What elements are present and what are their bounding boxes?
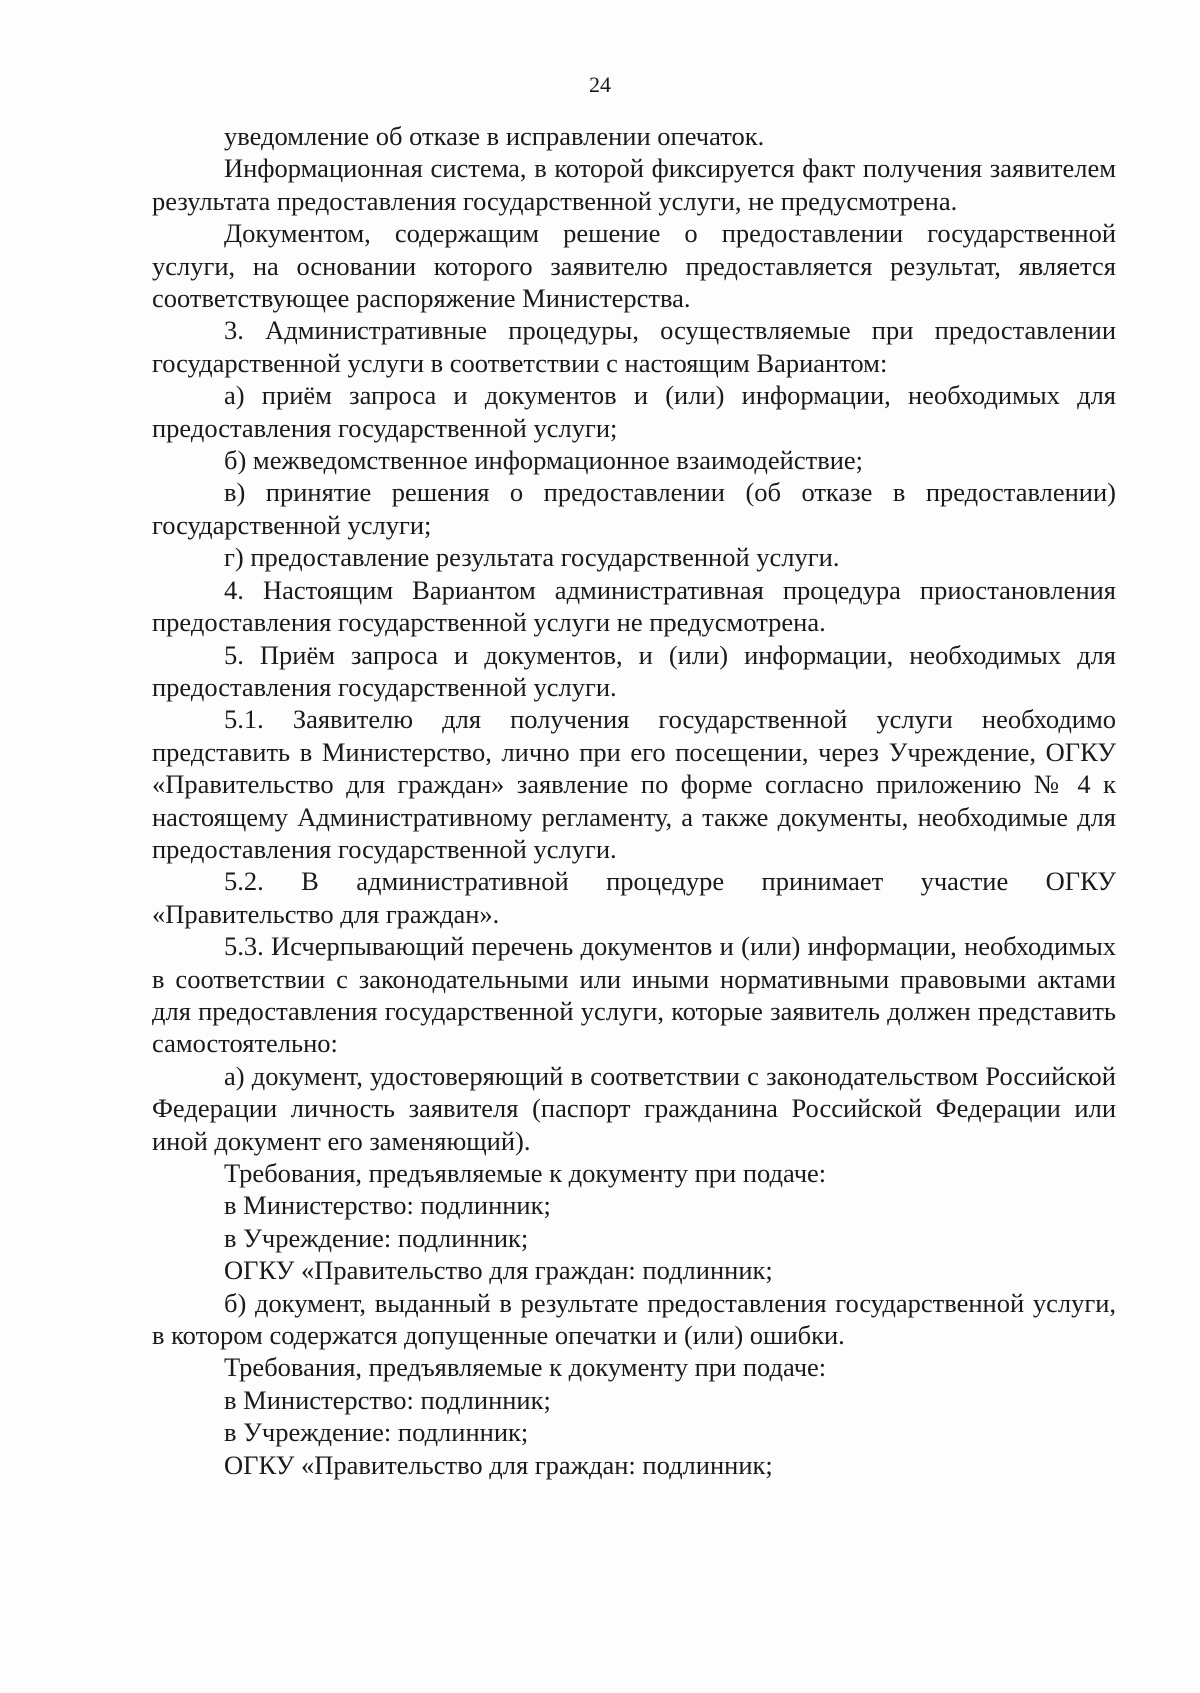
paragraph: б) документ, выданный в результате предоставления государственной услуги, в котором содержатся допущенные опечатки и (или) ошибки. xyxy=(152,1287,1116,1351)
paragraph: ОГКУ «Правительство для граждан: подлинник; xyxy=(224,1255,773,1286)
paragraph: в) принятие решения о предоставлении (об отказе в предоставлении) государственной услуги; xyxy=(152,477,1116,540)
paragraph: уведомление об отказе в исправлении опечаток. xyxy=(224,121,765,151)
page-number: 24 xyxy=(589,72,611,97)
paragraph: Информационная система, в которой фиксируется факт получения заявителем результата предоставления государственной услуги, не предусмотрена. xyxy=(152,153,1116,216)
paragraph: в Учреждение: подлинник; xyxy=(224,1222,529,1253)
paragraph: Документом, содержащим решение о предоставлении государственной услуги, на основании которого заявителю предоставляется результат, является соответствующее распоряжение Министерства. xyxy=(152,218,1116,314)
paragraph: Требования, предъявляемые к документу при подаче: xyxy=(224,1158,827,1188)
paragraph: г) предоставление результата государственной услуги. xyxy=(224,542,840,573)
paragraph: в Министерство: подлинник; xyxy=(224,1190,551,1221)
paragraph: ОГКУ «Правительство для граждан: подлинник; xyxy=(224,1449,773,1480)
paragraph: а) документ, удостоверяющий в соответствии с законодательством Российской Федерации личность заявителя (паспорт гражданина Российской Федерации или иной документ его заменяющий). xyxy=(152,1060,1116,1156)
document-body xyxy=(152,120,1116,1481)
paragraph: а) приём запроса и документов и (или) информации, необходимых для предоставления государственной услуги; xyxy=(152,380,1116,443)
paragraph: 5.2. В административной процедуре принимает участие ОГКУ «Правительство для граждан». xyxy=(152,866,1116,929)
paragraph: б) межведомственное информационное взаимодействие; xyxy=(224,445,864,476)
paragraph: 5.3. Исчерпывающий перечень документов и (или) информации, необходимых в соответствии с законодательными или иными нормативными правовыми актами для предоставления государственной услуги, которые заявитель должен представить самостоятельно: xyxy=(152,931,1116,1059)
paragraph: 4. Настоящим Вариантом административная процедура приостановления предоставления государственной услуги не предусмотрена. xyxy=(152,574,1116,638)
paragraph: 5. Приём запроса и документов, и (или) информации, необходимых для предоставления государственной услуги. xyxy=(152,639,1116,702)
paragraph: в Министерство: подлинник; xyxy=(224,1384,551,1415)
paragraph: 5.1. Заявителю для получения государственной услуги необходимо представить в Министерство, лично при его посещении, через Учреждение, ОГКУ «Правительство для граждан» заявление по форме согласно приложению № 4 к настоящему Административному регламенту, а также документы, необходимые для предоставления государственной услуги. xyxy=(152,704,1116,864)
paragraph: 3. Административные процедуры, осуществляемые при предоставлении государственной услуги в соответствии с настоящим Вариантом: xyxy=(152,315,1116,378)
paragraph: в Учреждение: подлинник; xyxy=(224,1417,529,1448)
paragraph: Требования, предъявляемые к документу при подаче: xyxy=(224,1352,827,1383)
